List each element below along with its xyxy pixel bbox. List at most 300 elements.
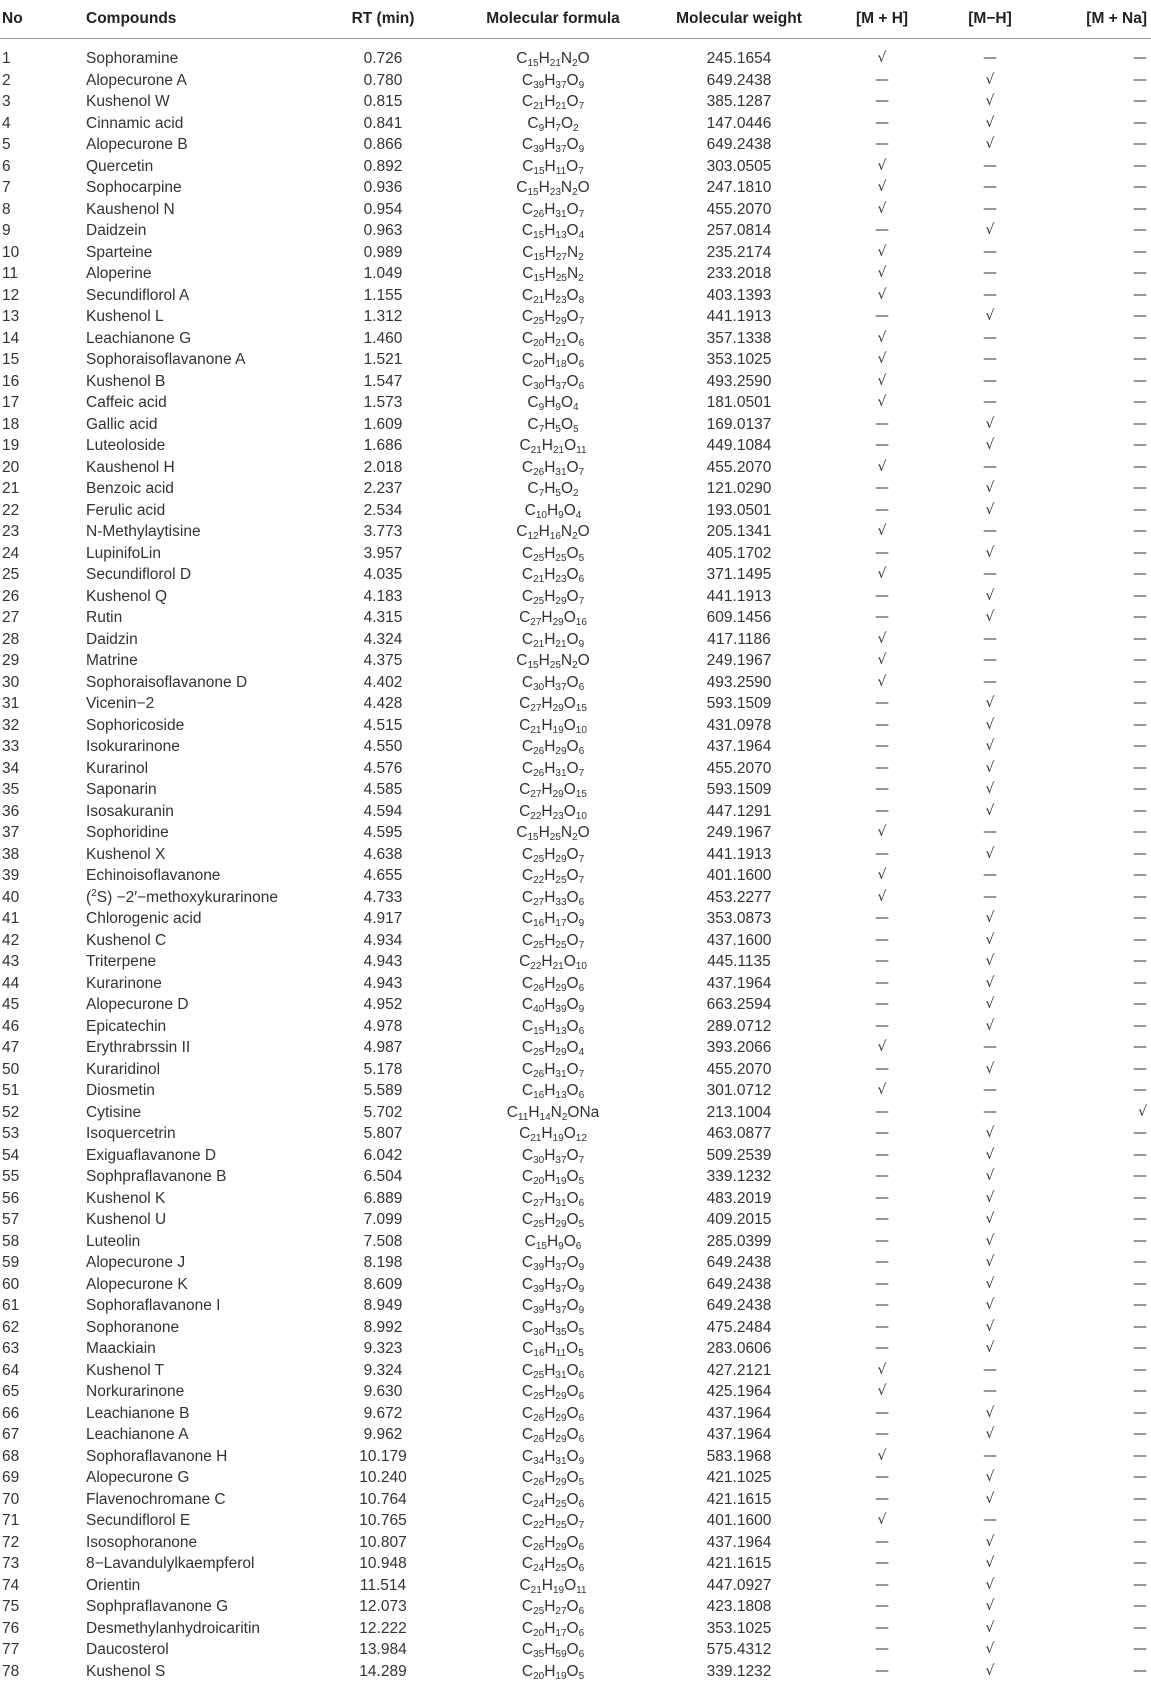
cell-molecular-weight: 455.2070 [648,457,830,479]
cell-rt: 4.917 [308,908,458,930]
cell-molecular-weight: 353.0873 [648,908,830,930]
cell-m-minus-h: √ [934,500,1046,522]
cell-rt: 10.948 [308,1553,458,1575]
cell-rt: 9.630 [308,1381,458,1403]
cell-rt: 1.573 [308,392,458,414]
cell-no: 40 [0,887,86,909]
cell-rt: 10.179 [308,1446,458,1468]
cell-molecular-weight: 437.1964 [648,1532,830,1554]
cell-compound: Leachianone G [86,328,308,350]
cell-no: 50 [0,1059,86,1081]
cell-m-plus-h: — [830,1145,934,1167]
cell-formula: $C_{30}H_{35}O_5$ [458,1317,648,1339]
cell-m-plus-na: — [1046,930,1151,952]
cell-molecular-weight: 649.2438 [648,1252,830,1274]
cell-rt: 8.949 [308,1295,458,1317]
cell-m-minus-h: √ [934,1618,1046,1640]
cell-m-minus-h: √ [934,801,1046,823]
cell-rt: 9.962 [308,1424,458,1446]
cell-molecular-weight: 445.1135 [648,951,830,973]
table-row [0,1489,1151,1511]
cell-formula: $C_{11}H_{14}N_2ONa$ [458,1102,648,1124]
table-row [0,70,1151,92]
cell-molecular-weight: 609.1456 [648,607,830,629]
cell-formula: $C_{15}H_{21}N_2O$ [458,39,648,70]
cell-m-plus-h: — [830,306,934,328]
header-molecular-formula: Molecular formula [458,0,648,39]
cell-no: 51 [0,1080,86,1102]
cell-no: 33 [0,736,86,758]
cell-m-plus-h: — [830,715,934,737]
cell-m-minus-h: √ [934,1553,1046,1575]
cell-m-plus-h: — [830,1618,934,1640]
cell-m-plus-h: √ [830,822,934,844]
cell-m-minus-h: — [934,629,1046,651]
cell-molecular-weight: 339.1232 [648,1661,830,1682]
cell-molecular-weight: 409.2015 [648,1209,830,1231]
cell-m-minus-h: — [934,39,1046,70]
table-row [0,1166,1151,1188]
cell-m-minus-h: √ [934,908,1046,930]
table-row [0,543,1151,565]
cell-compound: Alopecurone D [86,994,308,1016]
cell-m-plus-h: √ [830,1080,934,1102]
cell-molecular-weight: 463.0877 [648,1123,830,1145]
cell-molecular-weight: 583.1968 [648,1446,830,1468]
cell-no: 65 [0,1381,86,1403]
cell-m-minus-h: — [934,1510,1046,1532]
cell-no: 76 [0,1618,86,1640]
cell-rt: 4.324 [308,629,458,651]
cell-formula: $C_9H_7O_2$ [458,113,648,135]
cell-no: 52 [0,1102,86,1124]
cell-m-minus-h: √ [934,1596,1046,1618]
cell-m-plus-h: √ [830,39,934,70]
cell-formula: $C_{27}H_{29}O_{15}$ [458,779,648,801]
table-row [0,392,1151,414]
cell-m-plus-h: √ [830,328,934,350]
cell-formula: $C_{39}H_{37}O_9$ [458,1295,648,1317]
cell-m-plus-na: — [1046,1639,1151,1661]
cell-rt: 4.638 [308,844,458,866]
table-row [0,1037,1151,1059]
cell-formula: $C_{25}H_{29}O_6$ [458,1381,648,1403]
cell-m-plus-h: — [830,1252,934,1274]
cell-m-minus-h: — [934,822,1046,844]
cell-no: 8 [0,199,86,221]
cell-m-plus-h: — [830,1123,934,1145]
table-row [0,672,1151,694]
table-row [0,371,1151,393]
cell-compound: Leachianone A [86,1424,308,1446]
cell-m-plus-na: — [1046,994,1151,1016]
cell-molecular-weight: 353.1025 [648,349,830,371]
cell-compound: N-Methylaytisine [86,521,308,543]
cell-formula: $C_{15}H_{27}N_2$ [458,242,648,264]
cell-formula: $C_{35}H_{59}O_6$ [458,1639,648,1661]
cell-rt: 5.589 [308,1080,458,1102]
header-rt: RT (min) [308,0,458,39]
table-row [0,1102,1151,1124]
cell-formula: $C_{26}H_{29}O_6$ [458,973,648,995]
table-row [0,285,1151,307]
table-row [0,973,1151,995]
cell-compound: Isokurarinone [86,736,308,758]
cell-m-plus-h: — [830,1553,934,1575]
table-row [0,39,1151,70]
cell-m-minus-h: √ [934,930,1046,952]
cell-m-plus-h: √ [830,263,934,285]
header-no: No [0,0,86,39]
cell-m-minus-h: √ [934,435,1046,457]
cell-rt: 0.815 [308,91,458,113]
cell-m-plus-h: — [830,91,934,113]
cell-m-plus-na: — [1046,1338,1151,1360]
cell-m-plus-h: — [830,951,934,973]
cell-compound: Sophoridine [86,822,308,844]
cell-no: 21 [0,478,86,500]
cell-m-plus-na: — [1046,1446,1151,1468]
cell-m-minus-h: — [934,371,1046,393]
cell-rt: 1.049 [308,263,458,285]
cell-compound: Sophoraisoflavanone A [86,349,308,371]
cell-rt: 10.240 [308,1467,458,1489]
cell-compound: Kushenol L [86,306,308,328]
table-row [0,199,1151,221]
cell-rt: 8.609 [308,1274,458,1296]
cell-m-minus-h: √ [934,1317,1046,1339]
cell-formula: $C_{15}H_{25}N_2O$ [458,650,648,672]
cell-compound: Alopecurone B [86,134,308,156]
cell-compound: Flavenochromane C [86,1489,308,1511]
cell-molecular-weight: 575.4312 [648,1639,830,1661]
cell-m-plus-na: — [1046,973,1151,995]
table-row [0,1618,1151,1640]
cell-no: 36 [0,801,86,823]
cell-no: 18 [0,414,86,436]
cell-m-plus-na: — [1046,607,1151,629]
cell-rt: 5.702 [308,1102,458,1124]
table-row [0,1188,1151,1210]
cell-m-plus-na: — [1046,1145,1151,1167]
cell-formula: $C_{16}H_{11}O_5$ [458,1338,648,1360]
cell-no: 60 [0,1274,86,1296]
table-row [0,1016,1151,1038]
cell-no: 64 [0,1360,86,1382]
table-row [0,328,1151,350]
cell-rt: 4.934 [308,930,458,952]
cell-compound: Diosmetin [86,1080,308,1102]
cell-no: 31 [0,693,86,715]
cell-compound: Kuraridinol [86,1059,308,1081]
cell-molecular-weight: 649.2438 [648,1295,830,1317]
cell-formula: $C_{30}H_{37}O_7$ [458,1145,648,1167]
cell-molecular-weight: 421.1025 [648,1467,830,1489]
cell-m-minus-h: √ [934,1123,1046,1145]
cell-no: 1 [0,39,86,70]
cell-compound: Sophoraflavanone H [86,1446,308,1468]
cell-compound: Luteolin [86,1231,308,1253]
cell-rt: 0.866 [308,134,458,156]
header-m-plus-na: [M + Na] [1046,0,1151,39]
header-molecular-weight: Molecular weight [648,0,830,39]
cell-m-plus-na: — [1046,736,1151,758]
cell-m-minus-h: √ [934,1059,1046,1081]
cell-m-plus-h: — [830,1274,934,1296]
cell-m-plus-na: — [1046,285,1151,307]
cell-molecular-weight: 169.0137 [648,414,830,436]
table-row [0,349,1151,371]
cell-m-plus-h: — [830,930,934,952]
cell-rt: 4.550 [308,736,458,758]
cell-m-plus-h: — [830,1209,934,1231]
cell-molecular-weight: 649.2438 [648,134,830,156]
cell-compound: Daidzin [86,629,308,651]
cell-m-minus-h: √ [934,1639,1046,1661]
cell-m-plus-h: √ [830,371,934,393]
cell-compound: Chlorogenic acid [86,908,308,930]
cell-no: 17 [0,392,86,414]
cell-molecular-weight: 423.1808 [648,1596,830,1618]
cell-rt: 4.183 [308,586,458,608]
cell-molecular-weight: 441.1913 [648,586,830,608]
header-m-plus-h: [M + H] [830,0,934,39]
cell-rt: 7.508 [308,1231,458,1253]
cell-m-plus-h: √ [830,156,934,178]
cell-no: 32 [0,715,86,737]
cell-m-plus-h: — [830,1016,934,1038]
cell-m-minus-h: — [934,672,1046,694]
cell-m-plus-na: — [1046,1274,1151,1296]
cell-formula: $C_7H_5O_2$ [458,478,648,500]
cell-m-plus-h: √ [830,1381,934,1403]
cell-molecular-weight: 285.0399 [648,1231,830,1253]
cell-molecular-weight: 249.1967 [648,822,830,844]
cell-rt: 4.952 [308,994,458,1016]
cell-molecular-weight: 649.2438 [648,70,830,92]
cell-m-minus-h: √ [934,994,1046,1016]
cell-formula: $C_{24}H_{25}O_6$ [458,1489,648,1511]
cell-compound: Kushenol T [86,1360,308,1382]
table-row [0,113,1151,135]
cell-compound: ($^2$S) −2′−methoxykurarinone [86,887,308,909]
cell-formula: $C_{26}H_{31}O_7$ [458,1059,648,1081]
cell-m-minus-h: √ [934,1231,1046,1253]
cell-rt: 4.315 [308,607,458,629]
cell-m-minus-h: — [934,1037,1046,1059]
cell-m-plus-h: — [830,478,934,500]
cell-compound: Secundiflorol E [86,1510,308,1532]
cell-compound: Secundiflorol D [86,564,308,586]
cell-formula: $C_{20}H_{18}O_6$ [458,349,648,371]
cell-m-plus-h: — [830,908,934,930]
cell-m-minus-h: — [934,1080,1046,1102]
cell-formula: $C_{21}H_{23}O_6$ [458,564,648,586]
cell-m-plus-h: — [830,1467,934,1489]
cell-no: 20 [0,457,86,479]
cell-compound: Sophpraflavanone G [86,1596,308,1618]
cell-formula: $C_{21}H_{19}O_{11}$ [458,1575,648,1597]
cell-m-plus-na: — [1046,1467,1151,1489]
table-row [0,435,1151,457]
table-row [0,607,1151,629]
cell-m-minus-h: √ [934,1424,1046,1446]
table-row [0,586,1151,608]
table-row [0,779,1151,801]
cell-no: 70 [0,1489,86,1511]
cell-m-plus-h: — [830,736,934,758]
table-row [0,263,1151,285]
cell-no: 62 [0,1317,86,1339]
cell-m-minus-h: — [934,650,1046,672]
cell-compound: Caffeic acid [86,392,308,414]
cell-no: 75 [0,1596,86,1618]
cell-formula: $C_{10}H_9O_4$ [458,500,648,522]
cell-no: 69 [0,1467,86,1489]
cell-no: 58 [0,1231,86,1253]
cell-m-plus-na: — [1046,1209,1151,1231]
table-row [0,1295,1151,1317]
cell-molecular-weight: 405.1702 [648,543,830,565]
cell-no: 26 [0,586,86,608]
cell-compound: Echinoisoflavanone [86,865,308,887]
cell-m-plus-na: — [1046,844,1151,866]
cell-no: 30 [0,672,86,694]
cell-m-plus-h: √ [830,177,934,199]
cell-formula: $C_{25}H_{31}O_6$ [458,1360,648,1382]
cell-m-plus-na: — [1046,478,1151,500]
cell-compound: Sophocarpine [86,177,308,199]
cell-compound: Isoquercetrin [86,1123,308,1145]
cell-m-plus-h: — [830,1338,934,1360]
cell-compound: Benzoic acid [86,478,308,500]
cell-formula: $C_{22}H_{25}O_7$ [458,865,648,887]
cell-formula: $C_{25}H_{29}O_4$ [458,1037,648,1059]
cell-m-plus-h: — [830,435,934,457]
cell-m-plus-h: — [830,973,934,995]
cell-m-plus-na: — [1046,1123,1151,1145]
cell-formula: $C_{15}H_9O_6$ [458,1231,648,1253]
cell-molecular-weight: 447.0927 [648,1575,830,1597]
cell-rt: 1.609 [308,414,458,436]
cell-no: 45 [0,994,86,1016]
cell-formula: $C_9H_9O_4$ [458,392,648,414]
cell-m-minus-h: √ [934,1489,1046,1511]
cell-rt: 2.534 [308,500,458,522]
cell-m-plus-na: — [1046,435,1151,457]
cell-no: 4 [0,113,86,135]
cell-compound: Kushenol B [86,371,308,393]
cell-no: 7 [0,177,86,199]
cell-m-plus-na: — [1046,672,1151,694]
cell-m-plus-h: — [830,500,934,522]
cell-m-plus-na: — [1046,242,1151,264]
cell-m-plus-na: — [1046,1596,1151,1618]
cell-m-minus-h: √ [934,220,1046,242]
cell-compound: Isosakuranin [86,801,308,823]
cell-compound: Kushenol K [86,1188,308,1210]
cell-rt: 4.428 [308,693,458,715]
cell-no: 27 [0,607,86,629]
cell-m-minus-h: √ [934,1166,1046,1188]
cell-m-plus-h: √ [830,457,934,479]
cell-rt: 4.515 [308,715,458,737]
cell-rt: 1.312 [308,306,458,328]
cell-m-minus-h: √ [934,1532,1046,1554]
cell-m-plus-h: — [830,1231,934,1253]
cell-molecular-weight: 147.0446 [648,113,830,135]
cell-molecular-weight: 593.1509 [648,779,830,801]
cell-compound: Triterpene [86,951,308,973]
table-row [0,1446,1151,1468]
cell-m-plus-h: √ [830,1510,934,1532]
table-row [0,844,1151,866]
cell-compound: Cytisine [86,1102,308,1124]
cell-formula: $C_{21}H_{19}O_{10}$ [458,715,648,737]
cell-m-plus-na: — [1046,1360,1151,1382]
cell-compound: Kushenol Q [86,586,308,608]
cell-molecular-weight: 447.1291 [648,801,830,823]
cell-m-plus-h: — [830,779,934,801]
cell-rt: 10.764 [308,1489,458,1511]
cell-compound: Ferulic acid [86,500,308,522]
cell-no: 13 [0,306,86,328]
cell-formula: $C_{20}H_{17}O_6$ [458,1618,648,1640]
cell-no: 23 [0,521,86,543]
cell-m-plus-h: — [830,1639,934,1661]
cell-rt: 3.773 [308,521,458,543]
table-row [0,1059,1151,1081]
cell-compound: Gallic acid [86,414,308,436]
cell-no: 9 [0,220,86,242]
cell-molecular-weight: 437.1964 [648,736,830,758]
cell-rt: 13.984 [308,1639,458,1661]
cell-formula: $C_{25}H_{29}O_7$ [458,306,648,328]
cell-m-plus-na: — [1046,564,1151,586]
table-row [0,220,1151,242]
cell-m-plus-h: √ [830,865,934,887]
cell-m-plus-na: — [1046,1553,1151,1575]
cell-m-minus-h: — [934,177,1046,199]
cell-formula: $C_{26}H_{29}O_6$ [458,1403,648,1425]
cell-formula: $C_{15}H_{13}O_6$ [458,1016,648,1038]
table-row [0,693,1151,715]
table-row [0,1145,1151,1167]
cell-m-plus-na: — [1046,392,1151,414]
cell-no: 74 [0,1575,86,1597]
cell-rt: 0.989 [308,242,458,264]
cell-m-plus-h: √ [830,285,934,307]
cell-rt: 4.595 [308,822,458,844]
cell-compound: Maackiain [86,1338,308,1360]
cell-m-plus-na: — [1046,887,1151,909]
cell-m-plus-h: — [830,414,934,436]
cell-no: 61 [0,1295,86,1317]
cell-m-plus-h: — [830,758,934,780]
cell-compound: Daidzein [86,220,308,242]
cell-m-minus-h: √ [934,758,1046,780]
cell-rt: 0.892 [308,156,458,178]
cell-no: 34 [0,758,86,780]
cell-molecular-weight: 213.1004 [648,1102,830,1124]
table-row [0,1274,1151,1296]
cell-molecular-weight: 441.1913 [648,306,830,328]
cell-m-plus-na: — [1046,113,1151,135]
cell-m-minus-h: √ [934,543,1046,565]
cell-m-minus-h: — [934,521,1046,543]
cell-molecular-weight: 249.1967 [648,650,830,672]
cell-rt: 1.547 [308,371,458,393]
